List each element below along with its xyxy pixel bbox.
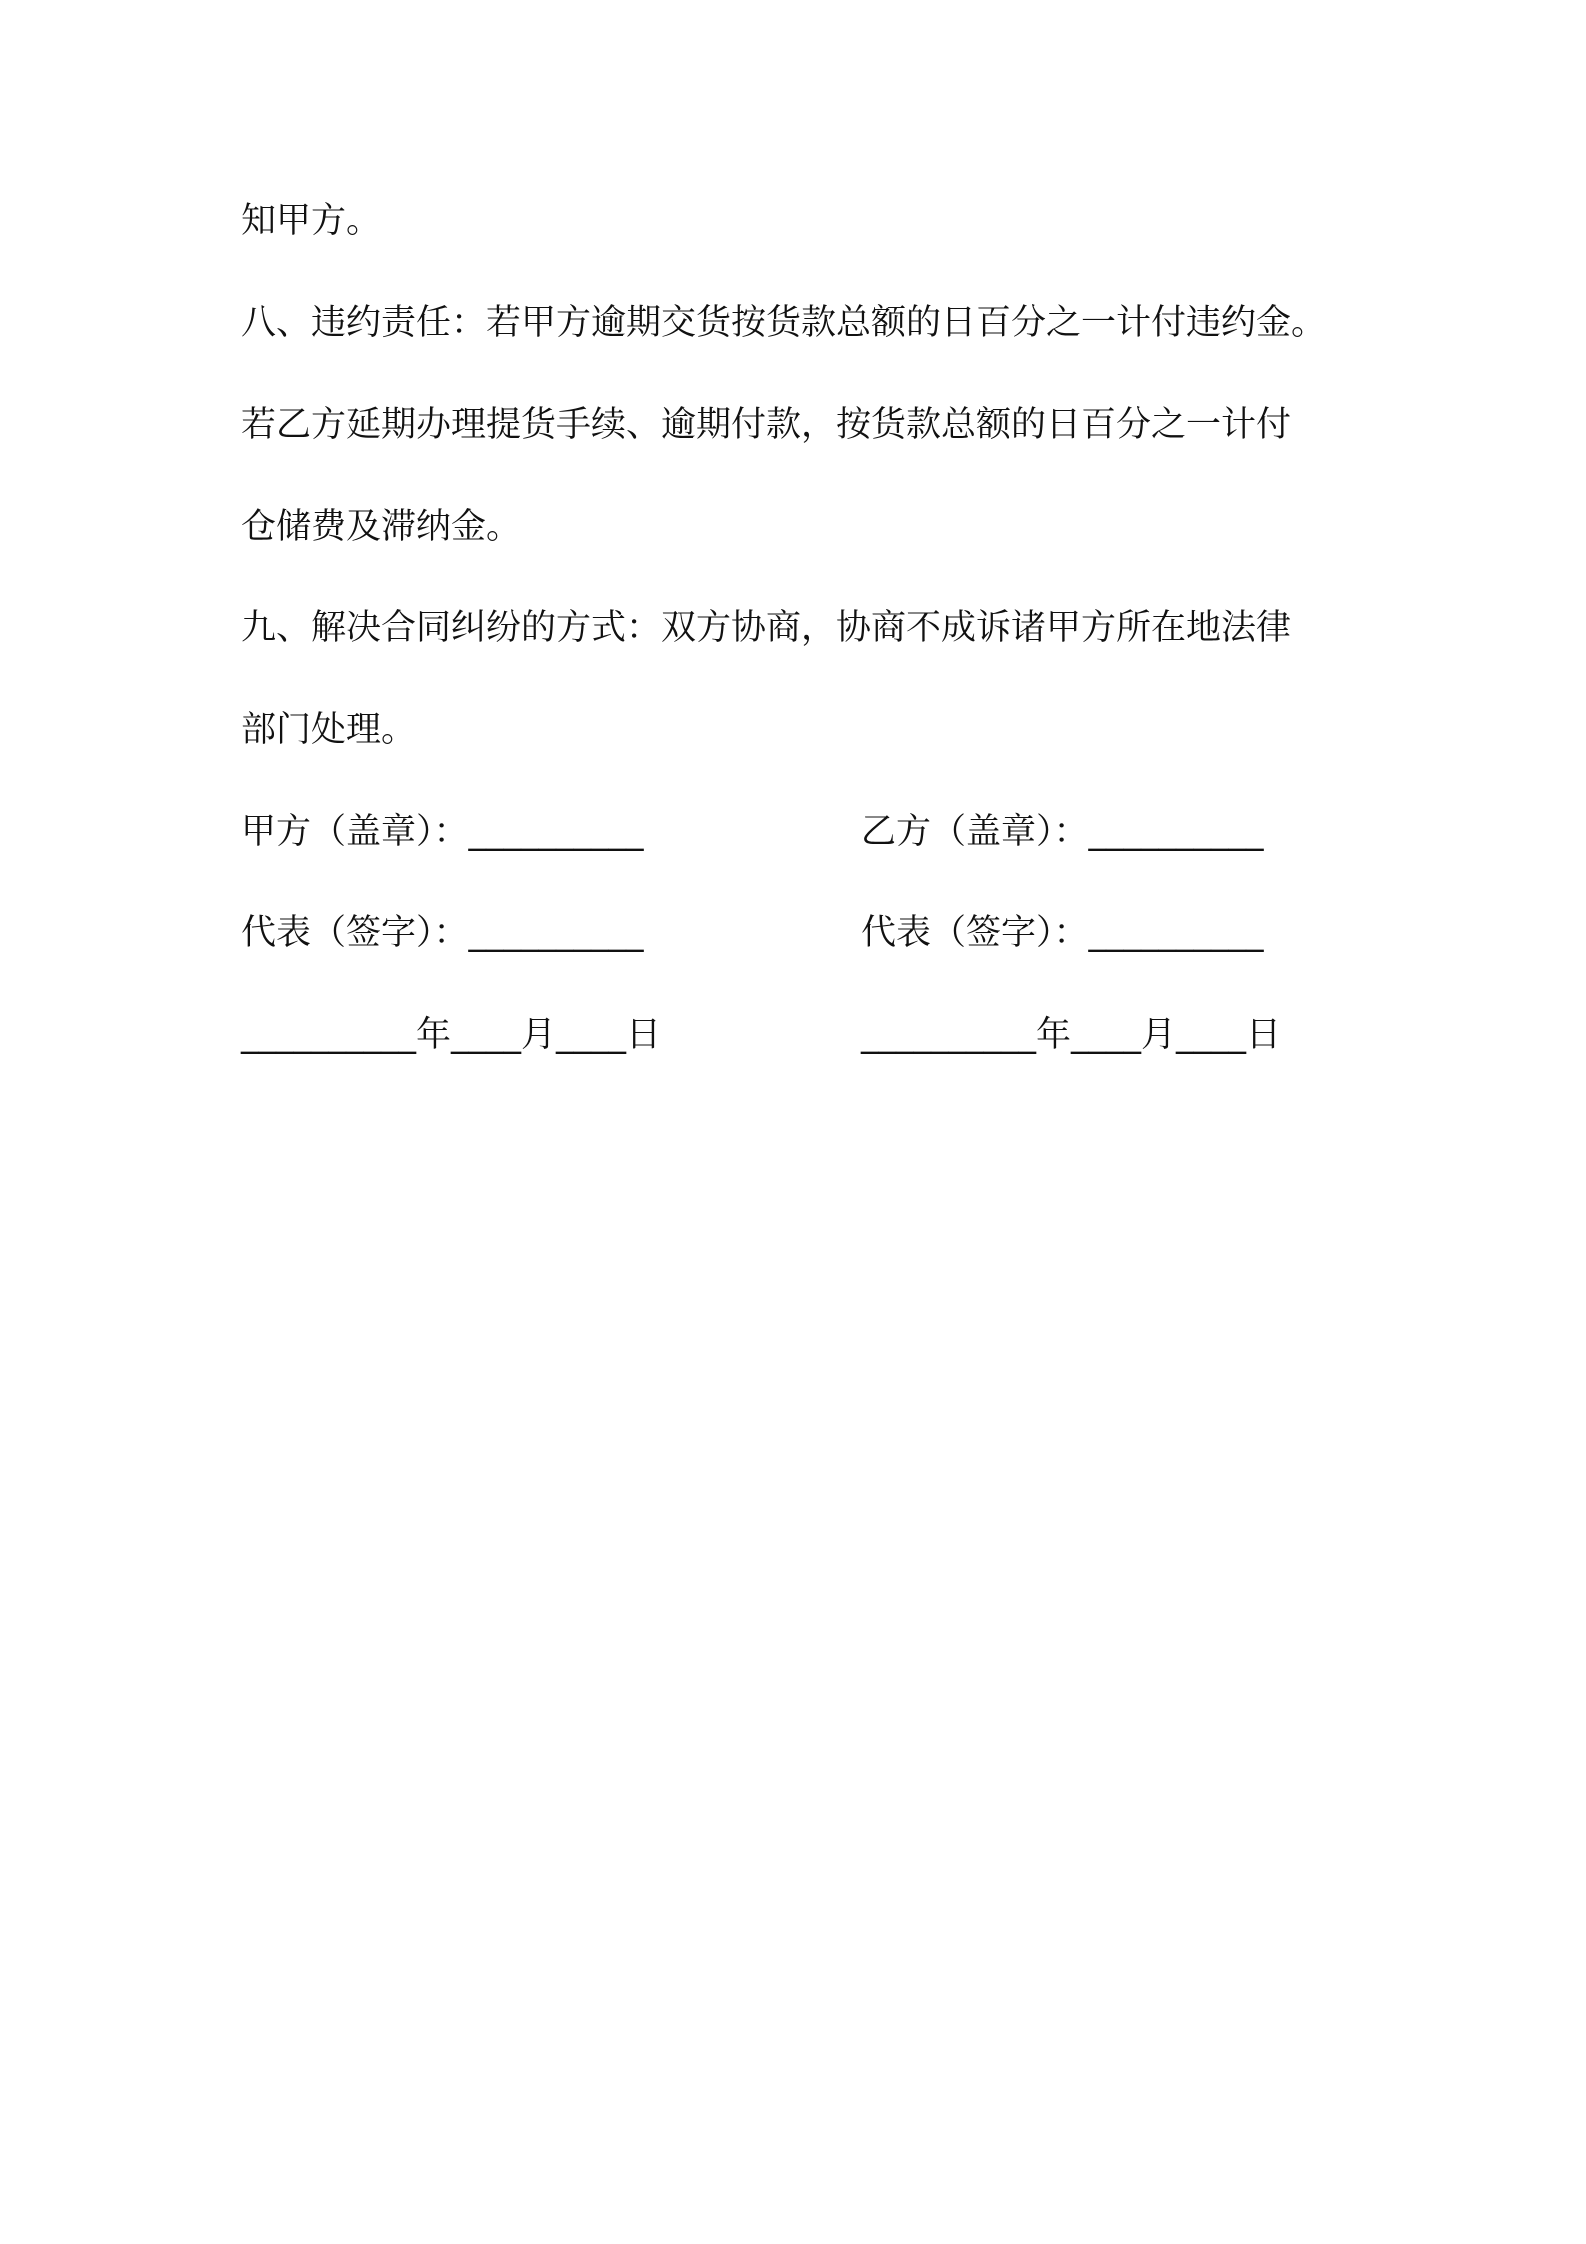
- seal-row: [241, 807, 1346, 857]
- representative-row: [241, 908, 1346, 958]
- text-line-legal-department: 部门处理。: [241, 710, 417, 750]
- text-line-notify: 知甲方。: [241, 201, 382, 241]
- party-a-date-field: __________年____月____日: [241, 1015, 662, 1055]
- text-line-storage-fees: 仓储费及滞纳金。: [241, 507, 522, 547]
- text-line-party-b-delay: 若乙方延期办理提货手续、逾期付款，按货款总额的日百分之一计付: [241, 405, 1292, 445]
- text-line-dispute-resolution: 九、解决合同纠纷的方式：双方协商，协商不成诉诸甲方所在地法律: [241, 608, 1292, 648]
- text-line-breach-liability: 八、违约责任：若甲方逾期交货按货款总额的日百分之一计付违约金。: [241, 303, 1327, 343]
- party-b-seal-field: 乙方（盖章）：__________: [861, 812, 1264, 852]
- party-b-date-field: __________年____月____日: [861, 1015, 1282, 1055]
- party-a-seal-field: 甲方（盖章）：__________: [241, 812, 644, 852]
- party-a-representative-field: 代表（签字）：__________: [241, 913, 644, 953]
- date-row: [241, 1010, 1346, 1060]
- party-b-representative-field: 代表（签字）：__________: [861, 913, 1264, 953]
